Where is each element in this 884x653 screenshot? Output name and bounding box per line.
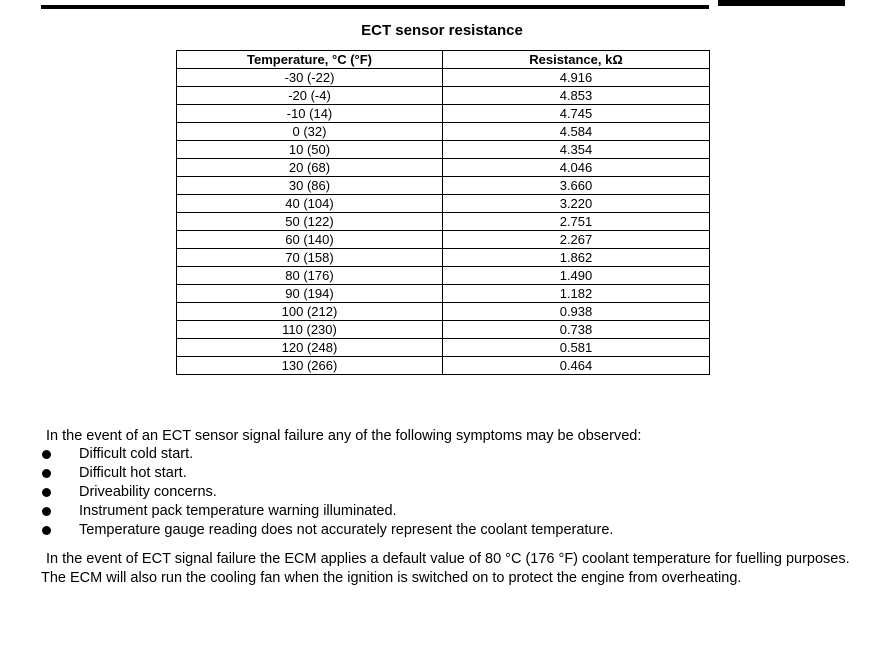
resistance-cell: 4.916	[443, 69, 710, 87]
temperature-cell: 100 (212)	[177, 303, 443, 321]
temperature-cell: 120 (248)	[177, 339, 443, 357]
resistance-cell: 1.490	[443, 267, 710, 285]
resistance-cell: 3.220	[443, 195, 710, 213]
list-item-text: Temperature gauge reading does not accurately represent the coolant temperature.	[79, 522, 614, 538]
resistance-cell: 2.751	[443, 213, 710, 231]
table-row	[177, 213, 710, 231]
list-item	[41, 521, 613, 540]
temperature-cell: 50 (122)	[177, 213, 443, 231]
footer-paragraph: In the event of ECT signal failure the ECM applies a default value of 80 °C (176 °F) coolant temperature for fuelling purposes. The ECM will also run the cooling fan when the ignition is switched on to protect the engine from overheating.	[41, 551, 850, 586]
column-header-resistance: Resistance, kΩ	[443, 51, 710, 69]
bullet-icon	[42, 488, 51, 497]
temperature-cell: 110 (230)	[177, 321, 443, 339]
table-row	[177, 339, 710, 357]
table-row	[177, 87, 710, 105]
page-title: ECT sensor resistance	[361, 22, 523, 39]
table-row	[177, 105, 710, 123]
resistance-cell: 0.581	[443, 339, 710, 357]
temperature-cell: 60 (140)	[177, 231, 443, 249]
resistance-cell: 0.738	[443, 321, 710, 339]
temperature-cell: -30 (-22)	[177, 69, 443, 87]
table-row	[177, 69, 710, 87]
header-rule	[41, 5, 709, 9]
table-header-row	[177, 51, 710, 69]
temperature-cell: 130 (266)	[177, 357, 443, 375]
temperature-cell: 80 (176)	[177, 267, 443, 285]
resistance-cell: 3.660	[443, 177, 710, 195]
list-item-text: Driveability concerns.	[79, 484, 217, 500]
temperature-cell: 30 (86)	[177, 177, 443, 195]
resistance-cell: 0.464	[443, 357, 710, 375]
table-row	[177, 231, 710, 249]
table-row	[177, 357, 710, 375]
table-row	[177, 303, 710, 321]
bullet-icon	[42, 507, 51, 516]
resistance-cell: 4.584	[443, 123, 710, 141]
temperature-cell: 20 (68)	[177, 159, 443, 177]
list-item	[41, 502, 613, 521]
temperature-cell: 0 (32)	[177, 123, 443, 141]
resistance-cell: 2.267	[443, 231, 710, 249]
symptom-list	[41, 445, 613, 540]
resistance-table	[176, 50, 710, 375]
resistance-cell: 4.046	[443, 159, 710, 177]
list-item	[41, 483, 613, 502]
table-row	[177, 141, 710, 159]
bullet-icon	[42, 526, 51, 535]
table-row	[177, 267, 710, 285]
table-row	[177, 285, 710, 303]
table-row	[177, 123, 710, 141]
table-row	[177, 177, 710, 195]
temperature-cell: -10 (14)	[177, 105, 443, 123]
list-item-text: Instrument pack temperature warning illuminated.	[79, 503, 397, 519]
temperature-cell: 40 (104)	[177, 195, 443, 213]
table-row	[177, 249, 710, 267]
list-item	[41, 445, 613, 464]
temperature-cell: 10 (50)	[177, 141, 443, 159]
table-body	[177, 69, 710, 375]
table-row	[177, 159, 710, 177]
resistance-cell: 1.182	[443, 285, 710, 303]
list-item-text: Difficult hot start.	[79, 465, 187, 481]
temperature-cell: 90 (194)	[177, 285, 443, 303]
resistance-cell: 1.862	[443, 249, 710, 267]
resistance-cell: 4.853	[443, 87, 710, 105]
table-row	[177, 321, 710, 339]
temperature-cell: 70 (158)	[177, 249, 443, 267]
resistance-cell: 4.354	[443, 141, 710, 159]
resistance-cell: 0.938	[443, 303, 710, 321]
list-item	[41, 464, 613, 483]
temperature-cell: -20 (-4)	[177, 87, 443, 105]
list-item-text: Difficult cold start.	[79, 446, 194, 462]
header-tab-mark	[718, 0, 845, 6]
bullet-icon	[42, 450, 51, 459]
resistance-cell: 4.745	[443, 105, 710, 123]
bullet-icon	[42, 469, 51, 478]
table-row	[177, 195, 710, 213]
column-header-temperature: Temperature, °C (°F)	[177, 51, 443, 69]
intro-paragraph: In the event of an ECT sensor signal failure any of the following symptoms may be observed:	[46, 428, 642, 444]
